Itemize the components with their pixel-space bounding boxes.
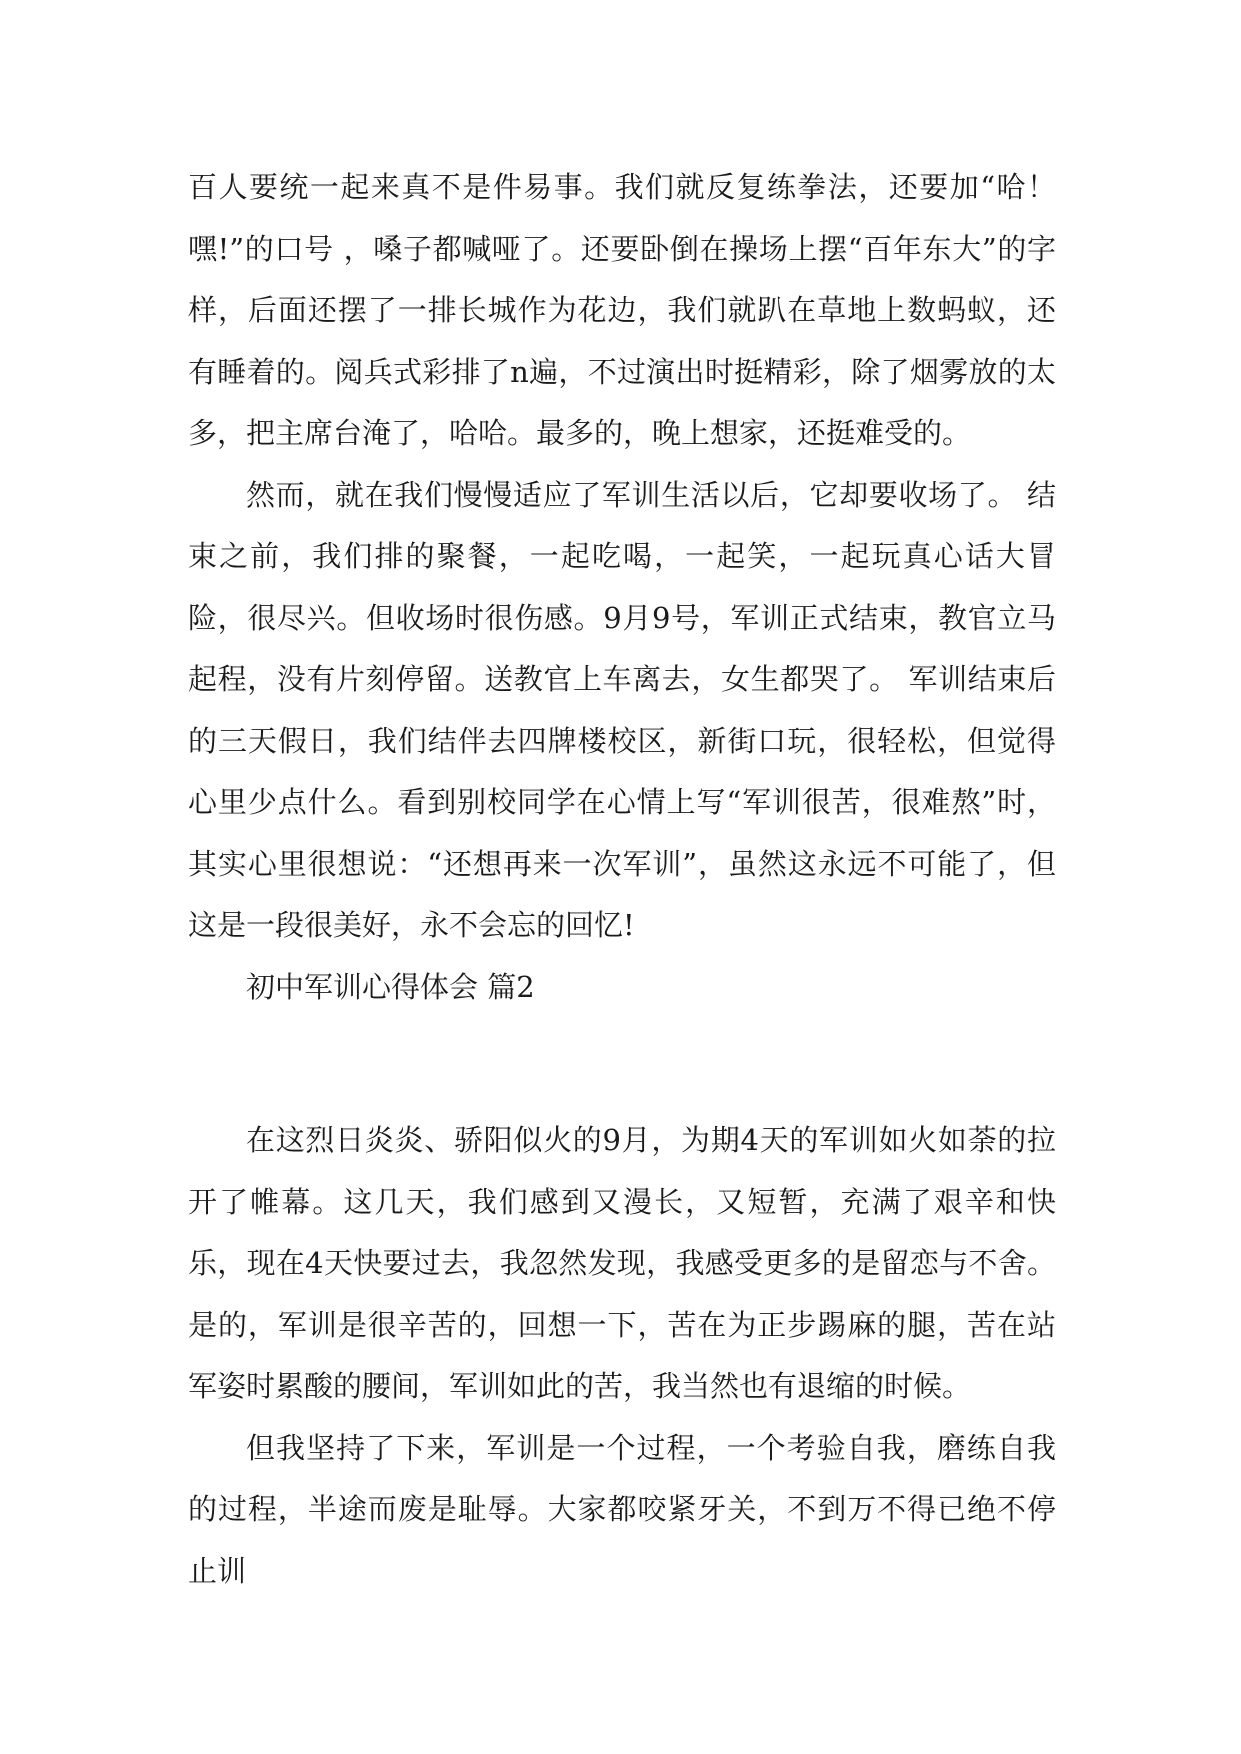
- section-heading: 初中军训心得体会 篇2: [246, 969, 535, 1004]
- paragraph-2: 然而，就在我们慢慢适应了军训生活以后，它却要收场了。 结束之前，我们排的聚餐，一起吃喝，一起笑，一起玩真心话大冒险，很尽兴。但收场时很伤感。9月9号，军训正式结束，教官立马起程，没有片刻停留。送教官上车离去，女生都哭了。 军训结束后的三天假日，我们结伴去四牌楼校区，新街口玩，很轻松，但觉得心里少点什么。看到别校同学在心情上写“军训很苦，很难熬”时，其实心里很想说：“还想再来一次军训”，虽然这永远不可能了，但这是一段很美好，永不会忘的回忆!: [188, 477, 1056, 942]
- paragraph-3: 在这烈日炎炎、骄阳似火的9月，为期4天的军训如火如荼的拉开了帷幕。这几天，我们感到又漫长，又短暂，充满了艰辛和快乐，现在4天快要过去，我忽然发现，我感受更多的是留恋与不舍。是的，军训是很辛苦的，回想一下，苦在为正步踢麻的腿，苦在站军姿时累酸的腰间，军训如此的苦，我当然也有退缩的时候。: [188, 1123, 1056, 1403]
- paragraph-4: 但我坚持了下来，军训是一个过程，一个考验自我，磨练自我的过程，半途而废是耻辱。大家都咬紧牙关，不到万不得已绝不停止训: [188, 1430, 1056, 1588]
- section-spacer: [188, 1018, 1056, 1110]
- document-body: [188, 157, 1056, 1602]
- paragraph-1: 百人要统一起来真不是件易事。我们就反复练拳法，还要加“哈！嘿!”的口号 ，嗓子都喊哑了。还要卧倒在操场上摆“百年东大”的字样，后面还摆了一排长城作为花边，我们就趴在草地上数蚂蚁，还有睡着的。阅兵式彩排了n遍，不过演出时挺精彩，除了烟雾放的太多，把主席台淹了，哈哈。最多的，晚上想家，还挺难受的。: [188, 170, 1056, 450]
